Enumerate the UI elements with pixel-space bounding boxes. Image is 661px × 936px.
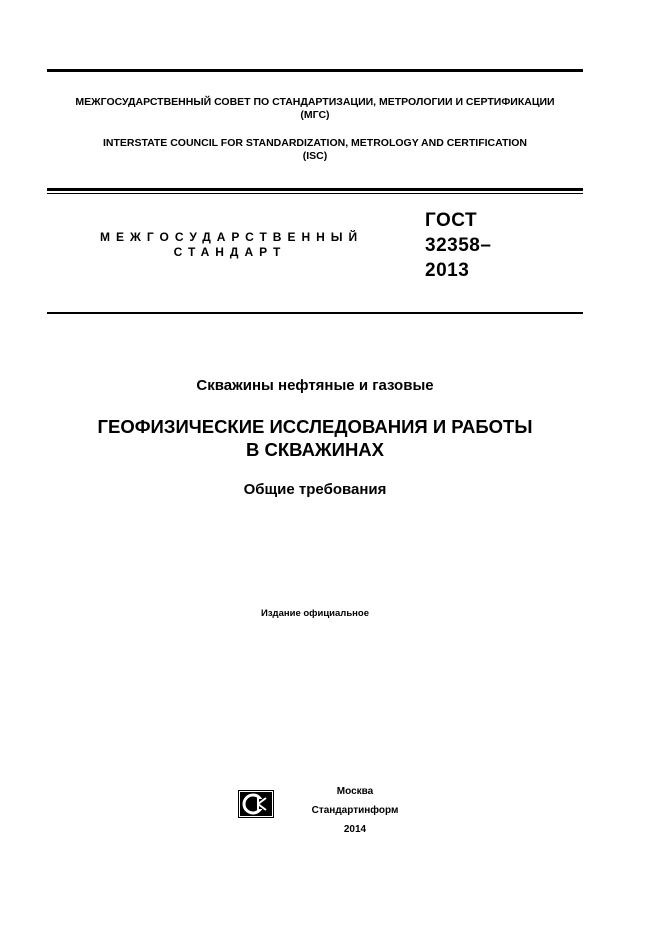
- gost-year: 2013: [425, 260, 470, 281]
- section-rule-thick: [47, 188, 583, 191]
- standard-type-line1: МЕЖГОСУДАРСТВЕННЫЙ: [100, 230, 364, 244]
- gost-number: 32358–: [425, 235, 492, 256]
- section-rule-thin: [47, 193, 583, 194]
- document-title-line2: В СКВАЖИНАХ: [245, 439, 385, 460]
- document-subtitle: Скважины нефтяные и газовые: [196, 377, 434, 394]
- document-title-line1: ГЕОФИЗИЧЕСКИЕ ИССЛЕДОВАНИЯ И РАБОТЫ: [97, 416, 533, 437]
- top-rule: [47, 69, 583, 72]
- publisher-city: Москва: [336, 786, 374, 797]
- council-en-name: INTERSTATE COUNCIL FOR STANDARDIZATION, METROLOGY AND CERTIFICATION: [102, 137, 528, 149]
- publisher-year: 2014: [343, 824, 367, 835]
- council-ru-name: МЕЖГОСУДАРСТВЕННЫЙ СОВЕТ ПО СТАНДАРТИЗАЦИИ, МЕТРОЛОГИИ И СЕРТИФИКАЦИИ: [75, 96, 555, 108]
- publisher-name: Стандартинформ: [311, 805, 399, 816]
- standard-type-line2: СТАНДАРТ: [173, 245, 287, 259]
- gost-label: ГОСТ: [425, 210, 478, 231]
- edition-note: Издание официальное: [261, 608, 369, 619]
- council-ru-abbr: (МГС): [300, 109, 330, 121]
- council-en-abbr: (ISC): [302, 150, 328, 162]
- header-bottom-rule: [47, 312, 583, 314]
- standartinform-logo-icon: [238, 790, 274, 818]
- document-part-title: Общие требования: [243, 481, 387, 498]
